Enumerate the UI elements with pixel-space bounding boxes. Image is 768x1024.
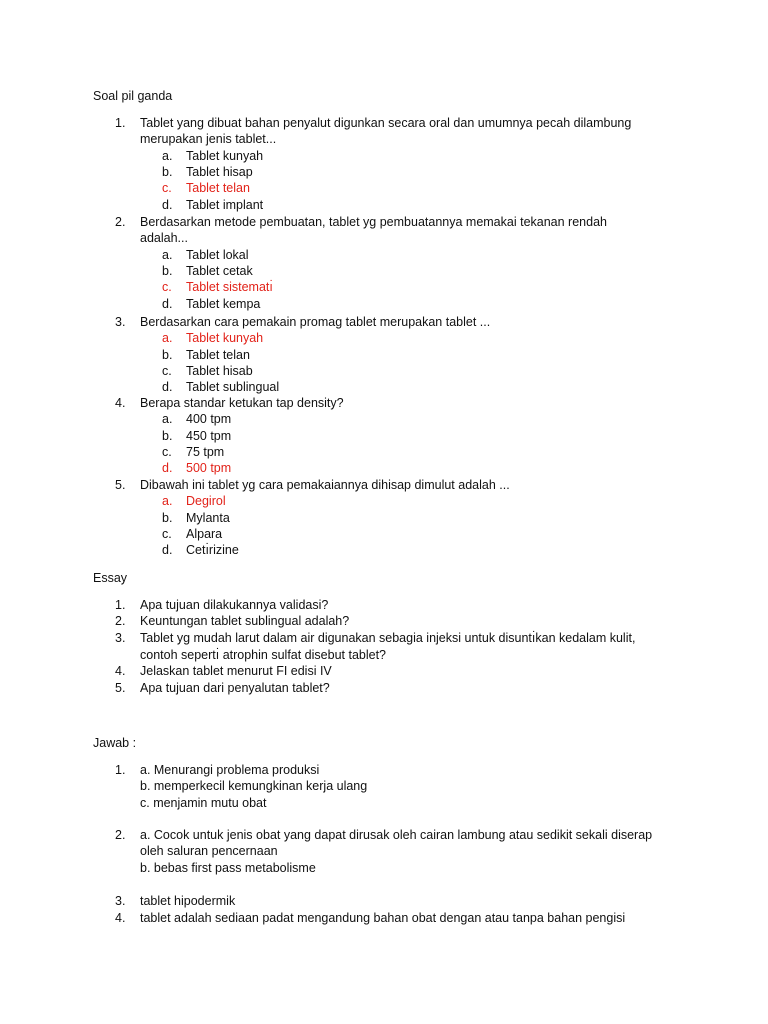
option-text-correct: Tablet kunyah	[186, 331, 264, 346]
option-text: Cetı̇rizine	[186, 543, 239, 558]
answer-number: 3.	[115, 894, 126, 908]
answer-text: a. Menurangi problema produksi	[140, 763, 320, 777]
essay-text: Tablet yg mudah larut dalam air digunakan sebagia injeksi untuk disuntı̇kan kedalam kulit,	[140, 631, 636, 645]
option-text: Tablet kunyah	[186, 148, 264, 163]
option-letter: b.	[162, 263, 173, 278]
mc-heading: Soal pil ganda	[93, 89, 173, 103]
question-text: Berdasarkan metode pembuatan, tablet yg pembuatannya memakai tekanan rendah	[140, 215, 607, 229]
question-text: Tablet yang dibuat bahan penyalut digunkan secara oral dan umumnya pecah dilambung	[140, 116, 632, 130]
question-number: 1.	[115, 116, 126, 130]
essay-number: 1.	[115, 598, 126, 612]
option-text: Tablet hisab	[186, 363, 253, 378]
option-letter: a.	[162, 247, 173, 262]
option-text: Tablet lokal	[186, 247, 249, 262]
option-text: Tablet sublingual	[186, 380, 280, 395]
option-letter: d.	[162, 543, 173, 558]
question-text: adalah...	[140, 231, 188, 246]
essay-heading: Essay	[93, 571, 128, 585]
option-letter: b.	[162, 510, 173, 525]
answer-number: 2.	[115, 828, 126, 842]
question-number: 4.	[115, 396, 126, 410]
essay-text: Apa tujuan dilakukannya validasi?	[140, 598, 329, 612]
option-letter: b.	[162, 164, 173, 179]
option-text-correct: Tablet sistematı̇	[186, 280, 273, 295]
question-number: 2.	[115, 215, 126, 229]
option-letter: c.	[162, 181, 172, 196]
answer-number: 4.	[115, 911, 126, 925]
answer-text: c. menjamin mutu obat	[140, 795, 267, 810]
option-letter: a.	[162, 148, 173, 163]
essay-number: 3.	[115, 631, 126, 645]
option-letter: a.	[162, 412, 173, 427]
option-letter: c.	[162, 363, 172, 378]
answer-text: tablet adalah sediaan padat mengandung bahan obat dengan atau tanpa bahan pengisi	[140, 911, 626, 925]
option-text: Tablet kempa	[186, 296, 261, 311]
option-text-correct: Degirol	[186, 494, 226, 509]
question-number: 3.	[115, 315, 126, 329]
option-letter: c.	[162, 444, 172, 459]
answer-text: oleh saluran pencernaan	[140, 844, 278, 859]
answer-text: b. memperkecil kemungkinan kerja ulang	[140, 779, 368, 794]
option-text: Alpara	[186, 526, 223, 541]
option-letter: d.	[162, 197, 173, 212]
essay-number: 5.	[115, 681, 126, 695]
option-letter: c.	[162, 526, 172, 541]
question-text: merupakan jenis tablet...	[140, 132, 277, 147]
option-text: Tablet cetak	[186, 263, 253, 278]
option-letter: a.	[162, 494, 173, 509]
option-text: 75 tpm	[186, 444, 225, 459]
option-text: Tablet implant	[186, 197, 264, 212]
option-text: 450 tpm	[186, 428, 232, 443]
option-letter: d.	[162, 461, 173, 476]
question-text: Dibawah ini tablet yg cara pemakaiannya dihisap dimulut adalah ...	[140, 478, 510, 492]
essay-text: Apa tujuan dari penyalutan tablet?	[140, 681, 330, 695]
essay-number: 4.	[115, 664, 126, 678]
answer-text: tablet hipodermik	[140, 894, 236, 908]
option-letter: b.	[162, 347, 173, 362]
option-text: Tablet hisap	[186, 164, 253, 179]
essay-number: 2.	[115, 614, 126, 628]
option-letter: c.	[162, 280, 172, 295]
question-text: Berdasarkan cara pemakain promag tablet merupakan tablet ...	[140, 315, 491, 329]
answer-text: a. Cocok untuk jenis obat yang dapat dirusak oleh cairan lambung atau sedikit sekali diserap	[140, 828, 653, 842]
option-letter: a.	[162, 331, 173, 346]
answer-number: 1.	[115, 763, 126, 777]
option-letter: d.	[162, 380, 173, 395]
option-text-correct: 500 tpm	[186, 461, 232, 476]
question-number: 5.	[115, 478, 126, 492]
essay-text: contoh sepertı̇ atrophin sulfat disebut tablet?	[140, 648, 386, 662]
option-text: Mylanta	[186, 510, 230, 525]
option-letter: b.	[162, 428, 173, 443]
answer-text: b. bebas first pass metabolisme	[140, 860, 316, 875]
option-text-correct: Tablet telan	[186, 181, 250, 196]
option-letter: d.	[162, 296, 173, 311]
option-text: 400 tpm	[186, 412, 232, 427]
answer-heading: Jawab :	[93, 736, 137, 750]
option-text: Tablet telan	[186, 347, 250, 362]
question-text: Berapa standar ketukan tap density?	[140, 396, 344, 410]
essay-text: Jelaskan tablet menurut FI edisi IV	[140, 664, 332, 678]
essay-text: Keuntungan tablet sublingual adalah?	[140, 614, 350, 628]
